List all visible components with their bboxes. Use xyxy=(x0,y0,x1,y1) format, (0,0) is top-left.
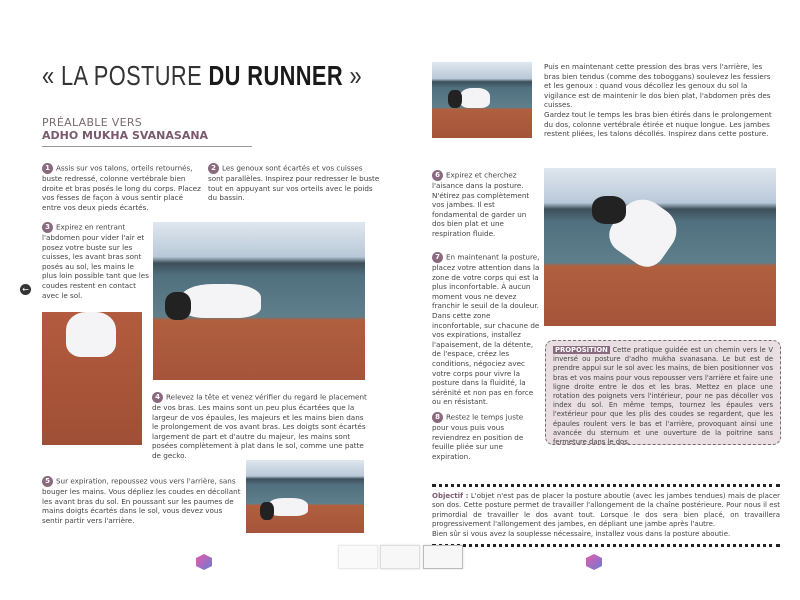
step-number: 8 xyxy=(432,412,443,423)
step-number: 3 xyxy=(42,222,53,233)
step-number: 1 xyxy=(42,163,53,174)
step-5: 5 Sur expiration, repoussez vous vers l'arrière, sans bouger les mains. Vous dépliez les coudes en décollant les avant bras du sol. En poussant sur les paumes de mains doigts écartés dans le sol, vous devez vous sentir partir vers l'arrière. xyxy=(42,476,241,525)
step-6: 6 Expirez et cherchez l'aisance dans la posture. N'étirez pas complètement vos jambes. Il est fondamental de garder un dos bien plat et une respiration fluide. xyxy=(432,170,530,238)
step-number: 5 xyxy=(42,476,53,487)
step-3: 3 Expirez en rentrant l'abdomen pour vider l'air et posez votre buste sur les cuisses, les avant bras sont posés au sol, les mains le plus loin possible tant que les coudes restent en contact avec le sol. xyxy=(42,222,149,300)
objectif-text: Objectif : L'objet n'est pas de placer la posture aboutie (avec les jambes tendues) mais de placer son dos. Cette posture permet de travailler l'allongement de la chaîne postérieure. Pour nous il est primordial de travailler le dos avant tout. Lorsque le dos sera bien placé, on travaillera progressivement l'allongement des jambes, en dépliant une jambe après l'autre. Bien sûr si vous avez la souplesse nécessaire, installez vous dans la posture aboutie. xyxy=(432,492,780,538)
step-7: 7 En maintenant la posture, placez votre attention dans la zone de votre corps qui est la plus inconfortable. À aucun moment vous ne devez franchir le seuil de la douleur. Dans cette zone inconfortable, sur chacune de vos expirations, installez l'apaisement, de la détente, de l'espace, créez les conditions, négociez avec votre corps pour vivre la posture dans la fluidité, la sérénité et non pas en force ou en résistant. xyxy=(432,252,540,407)
page-thumbnail-1[interactable] xyxy=(338,545,378,569)
photo-push-back xyxy=(246,460,364,533)
page-thumbnail-2[interactable] xyxy=(380,545,420,569)
step-8: 8 Restez le temps juste pour vous puis vous reviendrez en position de feuille pliée sur une expiration. xyxy=(432,412,524,461)
magazine-logo-right xyxy=(586,554,602,570)
photo-downward-dog xyxy=(544,168,776,326)
proposition-label: PROPOSITION xyxy=(555,346,608,354)
back-arrow-icon[interactable]: ← xyxy=(20,284,31,295)
subtitle: ADHO MUKHA SVANASANA xyxy=(42,129,209,142)
step-1: 1 Assis sur vos talons, orteils retournés, buste redressé, colonne vertébrale bien droite et bras posés le long du corps. Placez vos fesses de façon à vous sentir placé entre vos deux pieds écartés. xyxy=(42,163,201,212)
magazine-logo-left xyxy=(196,554,212,570)
step-number: 7 xyxy=(432,252,443,263)
photo-lift-knees xyxy=(432,62,532,138)
divider xyxy=(42,146,252,147)
step-2: 2 Les genoux sont écartés et vos cuisses sont parallèles. Inspirez pour redresser le buste tout en appuyant sur vos orteils avec le poids du bassin. xyxy=(208,163,380,203)
photo-hands-placement xyxy=(42,312,142,445)
dotted-divider xyxy=(432,544,780,547)
step-number: 2 xyxy=(208,163,219,174)
page-thumbnail-3-current[interactable] xyxy=(423,545,463,569)
pretitle: PRÉALABLE VERS xyxy=(42,116,143,129)
intro-text: Puis en maintenant cette pression des bras vers l'arrière, les bras bien tendus (comme des toboggans) soulevez les fessiers et les genoux : quand vous décollez les genoux du sol la vigilance est de maintenir le dos bien plat, l'abdomen près des cuisses. Gardez tout le temps les bras bien étirés dans le prolongement du dos, colonne vertébrale étirée et nuque longue. Les jambes restent pliées, les talons décollés. Inspirez dans cette posture. xyxy=(544,62,772,139)
photo-child-pose-forearms xyxy=(153,222,365,380)
step-number: 4 xyxy=(152,392,163,403)
proposition-box: PROPOSITION Cette pratique guidée est un chemin vers le V inversé ou posture d'adho mukha svanasana. Le but est de prendre appui sur le sol avec les mains, de bien positionner vos bras et vos mains pour vous repousser vers l'arrière et faire une ligne droite entre le dos et les bras. Mettez en place une rotation des poignets vers l'intérieur, pour ne pas décoller vos index du sol. En même temps, tournez les épaules vers l'extérieur pour que les plis des coudes se regardent, que les épaules roulent vers le bas et l'arrière, provoquant ainsi une avancée du sternum et une ouverture de la poitrine sans fermeture dans le dos. xyxy=(545,340,781,445)
dotted-divider xyxy=(432,484,780,487)
step-number: 6 xyxy=(432,170,443,181)
step-4: 4 Relevez la tête et venez vérifier du regard le placement de vos bras. Les mains sont un peu plus écartées que la largeur de vos épaules, les majeurs et les mains bien dans le prolongement de vos avant bras. Les doigts sont écartés largement de part et d'autre du majeur, les mains sont posées complètement à plat dans le sol, comme une patte de gecko. xyxy=(152,392,367,460)
page-title: « LA POSTURE DU RUNNER » xyxy=(42,60,363,91)
